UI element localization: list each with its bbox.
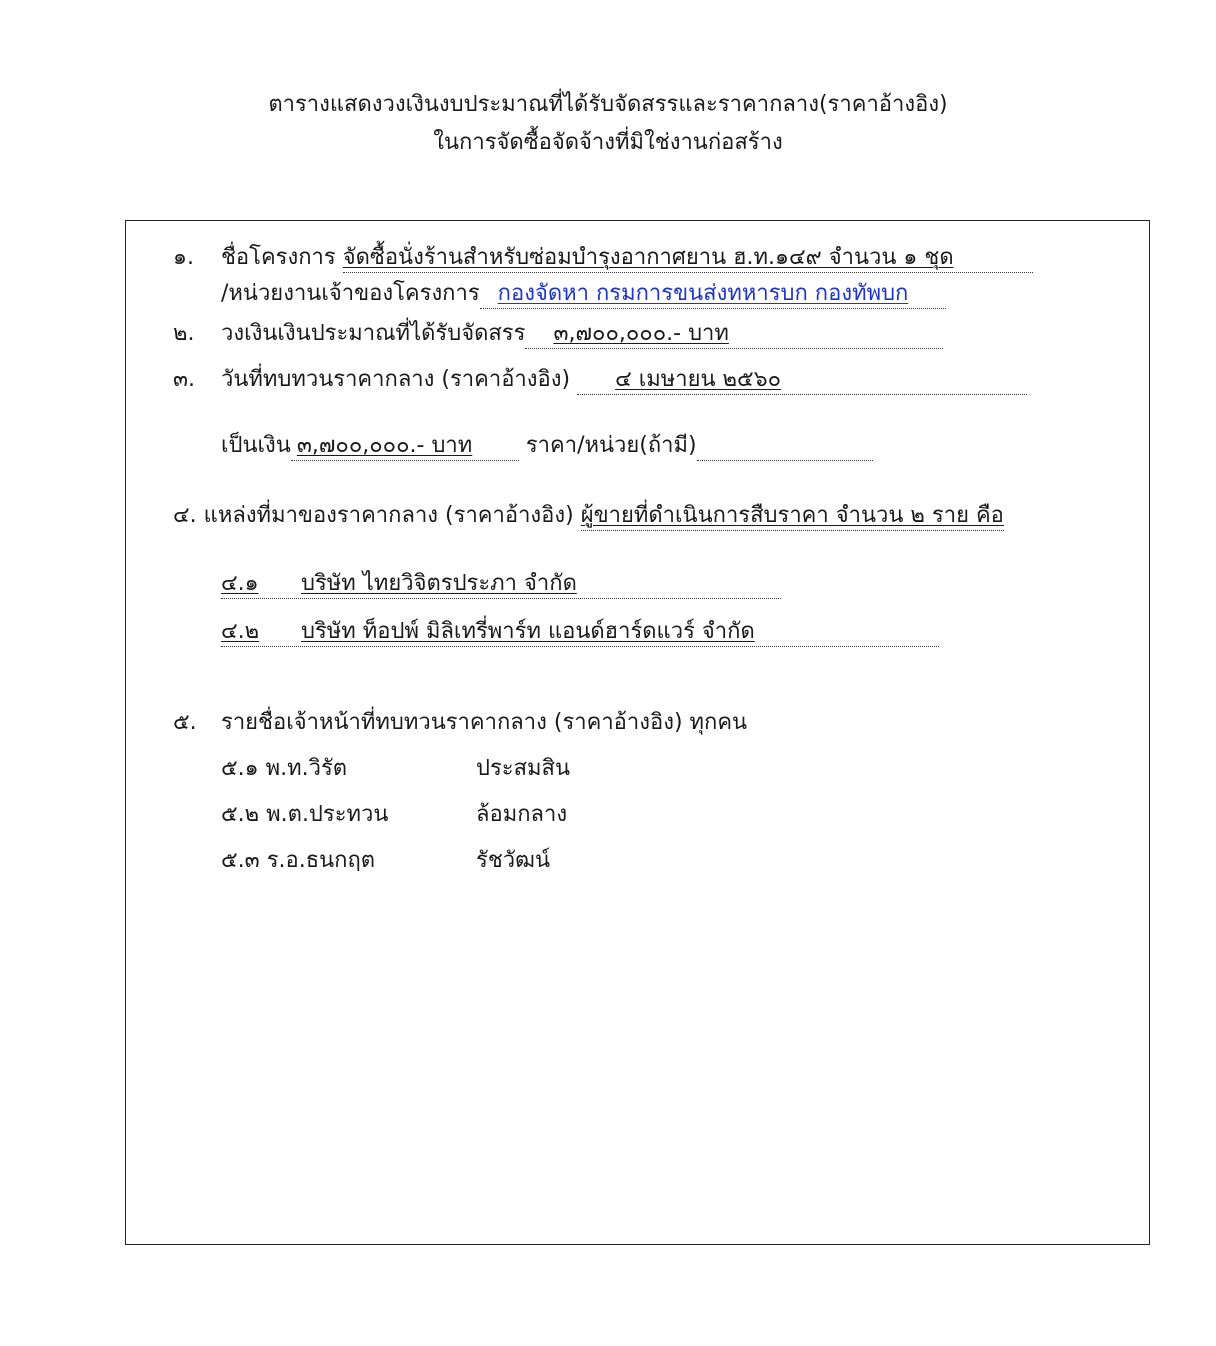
officer-row [221,754,347,784]
item5-number: ๕. [173,710,197,735]
item3-row [173,365,1027,395]
item2-budget-value: ๓,๗๐๐,๐๐๐.- บาท [553,321,729,346]
officer-surname: รัชวัฒน์ [476,848,551,873]
item4-number: ๔. [173,503,197,528]
item5-label: รายชื่อเจ้าหน้าที่ทบทวนราคากลาง (ราคาอ้างอิง) ทุกคน [221,710,748,735]
item4-source-2-name: บริษัท ท็อปพ์ มิลิเทรี่พาร์ท แอนด์ฮาร์ดแวร์ จำกัด [301,619,755,644]
officer-number: ๕.๒ [221,802,260,827]
content-frame [125,220,1150,1245]
officer-name: พ.ต.ประทวน [266,802,389,827]
officer-number: ๕.๑ [221,756,259,781]
item2-row [173,319,943,349]
item3-label: วันที่ทบทวนราคากลาง (ราคาอ้างอิง) [221,367,571,392]
item4-source-2-number: ๔.๒ [221,619,260,644]
item3-amount-row [221,431,873,461]
item1-project-name: จัดซื้อนั่งร้านสำหรับซ่อมบำรุงอากาศยาน ฮ.ท.๑๔๙ จำนวน ๑ ชุด [342,245,954,270]
item4-source-value: ผู้ขายที่ดำเนินการสืบราคา จำนวน ๒ ราย คือ [580,503,1004,528]
officer-surname: ล้อมกลาง [476,802,568,827]
officer-row [221,800,388,830]
item4-label: แหล่งที่มาของราคากลาง (ราคาอ้างอิง) [203,503,574,528]
officer-name: พ.ท.วิรัต [265,756,348,781]
officer-number: ๕.๓ [221,848,260,873]
item1-number: ๑. [173,245,194,270]
officer-row [221,846,375,876]
item4-row [173,501,1004,531]
item3-unit-price-label: ราคา/หน่วย(ถ้ามี) [525,433,697,458]
item3-amount-label: เป็นเงิน [221,433,291,458]
item3-unit-price-blank [697,432,873,461]
item3-number: ๓. [173,367,196,392]
officer-surname: ประสมสิน [476,756,570,781]
item5-row [173,708,747,738]
document-title-line2: ในการจัดซื้อจัดจ้างที่มิใช่งานก่อสร้าง [433,130,783,155]
officer-name: ร.อ.ธนกฤต [266,848,376,873]
item1-owner-value: กองจัดหา กรมการขนส่งทหารบก กองทัพบก [497,281,909,306]
item1-owner-row [221,279,946,309]
item1-owner-label: /หน่วยงานเจ้าของโครงการ [221,281,480,306]
item1-label: ชื่อโครงการ [221,245,336,270]
document-title-line1: ตารางแสดงวงเงินงบประมาณที่ได้รับจัดสรรและราคากลาง(ราคาอ้างอิง) [268,92,948,117]
item4-source-1-number: ๔.๑ [221,571,259,596]
item4-source-1 [221,569,781,599]
item3-amount-value: ๓,๗๐๐,๐๐๐.- บาท [296,433,473,458]
item2-label: วงเงินเงินประมาณที่ได้รับจัดสรร [221,321,526,346]
item3-review-date: ๔ เมษายน ๒๕๖๐ [615,367,782,392]
item4-source-1-name: บริษัท ไทยวิจิตรประภา จำกัด [301,571,577,596]
item2-number: ๒. [173,321,195,346]
item4-source-2 [221,617,939,647]
item1-row [173,243,1033,273]
